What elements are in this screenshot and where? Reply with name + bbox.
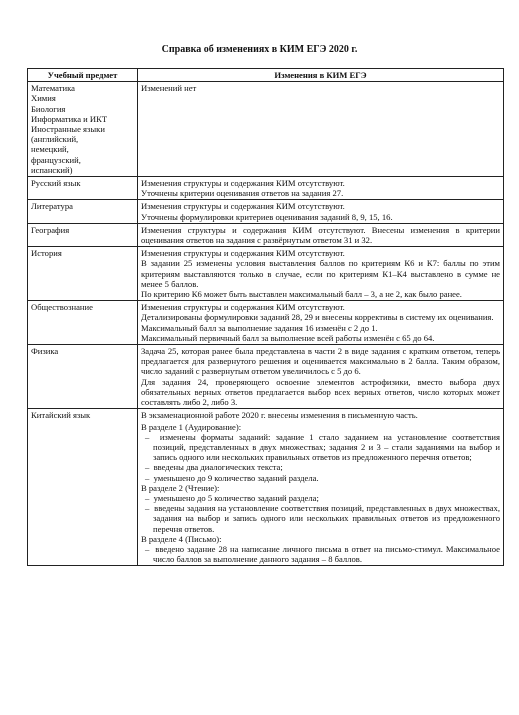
subject-name: Китайский язык (31, 410, 91, 421)
change-text: В задании 25 изменены условия выставления баллов по критериям К6 и К7: баллы по этим критериям выставляются только в случае, если по критериям К1–К4 выставлено в сумме не менее 5 баллов. (141, 258, 500, 289)
document-title: Справка об изменениях в КИМ ЕГЭ 2020 г. (161, 44, 358, 55)
subject-name: Математика (31, 83, 75, 94)
bullet-item: – введено задание 28 на написание личного письма в ответ на письмо-стимул. Максимальное число баллов за выполнение данного задания – 8 баллов. (145, 543, 500, 565)
subject-cell (28, 223, 138, 246)
bullet-item: – уменьшено до 9 количество заданий раздела. (145, 472, 319, 483)
table-row (28, 223, 504, 246)
table-row (28, 345, 504, 409)
table-row (28, 247, 504, 301)
bullet-item: – введены задания на установление соответствия позиций, представленных в двух множествах, задания на выбор и запись одного или нескольких правильных ответов из предложенного перечня ответов. (145, 503, 500, 534)
subject-cell (28, 177, 138, 200)
changes-cell (138, 177, 504, 200)
subject-cell (28, 301, 138, 345)
changes-cell (138, 301, 504, 345)
changes-cell (138, 200, 504, 223)
subject-cell (28, 82, 138, 177)
change-text: Изменений нет (141, 83, 197, 94)
subject-name: французский, (31, 154, 81, 165)
change-text: Максимальный балл за выполнение задания 16 изменён с 2 до 1. (141, 322, 378, 333)
changes-cell (138, 247, 504, 301)
bullet-item: – изменены форматы заданий: задание 1 стало заданием на установление соответствия позиций, представленных в двух множествах; задания 2 и 3 – стали заданиями на выбор и запись одного или нескольких правильных ответов из предложенного перечня ответов; (145, 431, 500, 463)
section-heading: В разделе 2 (Чтение): (141, 482, 220, 493)
subject-name: Информатика и ИКТ (31, 113, 108, 124)
subject-name: Русский язык (31, 178, 81, 189)
table-row (28, 200, 504, 223)
change-text: Уточнены формулировки критериев оценивания заданий 8, 9, 15, 16. (141, 211, 393, 222)
bullet-item: – уменьшено до 5 количество заданий раздела; (145, 492, 319, 503)
subject-name: Литература (31, 201, 73, 212)
table-row (28, 177, 504, 200)
changes-cell (138, 223, 504, 246)
subject-name: География (31, 224, 70, 235)
change-text: Максимальный первичный балл за выполнение всей работы изменён с 65 до 64. (141, 332, 435, 343)
changes-table (27, 68, 504, 566)
bullet-item: – введены два диалогических текста; (145, 462, 283, 473)
subject-name: Иностранные языки (31, 124, 105, 135)
table-header-row (28, 69, 504, 82)
table-row (28, 409, 504, 566)
change-text: Для задания 24, проверяющего освоение элементов астрофизики, вместо выбора двух обязательных верных ответов предлагается выбор всех верных ответов, число которых может составлять либо 2, либо 3. (141, 376, 500, 408)
change-text: Детализированы формулировки заданий 28, 29 и внесены коррективы в систему их оценивания. (141, 312, 494, 323)
subject-cell (28, 409, 138, 566)
subject-cell (28, 200, 138, 223)
change-text: По критерию К6 может быть выставлен максимальный балл – 3, а не 2, как было ранее. (141, 289, 462, 300)
change-intro: В экзаменационной работе 2020 г. внесены изменения в письменную часть. (141, 410, 418, 421)
subject-name: Биология (31, 103, 66, 114)
changes-cell (138, 82, 504, 177)
subject-name: (английский, (31, 134, 79, 145)
table-body (28, 82, 504, 566)
change-text: Уточнены критерии оценивания ответов на задания 27. (141, 188, 344, 199)
change-text: Изменения структуры и содержания КИМ отсутствуют. (141, 201, 345, 212)
change-text: Изменения структуры и содержания КИМ отсутствуют. Внесены изменения в критерии оценивания ответов на задания с развёрнутым ответом 31 и 32. (141, 224, 500, 246)
subject-name: испанский) (31, 164, 73, 175)
subject-cell (28, 345, 138, 409)
section-heading: В разделе 4 (Письмо): (141, 533, 222, 544)
change-text: Задача 25, которая ранее была представлена в части 2 в виде задания с кратким ответом, теперь предлагается для развернутого решения и оценивается максимально в 2 балла. Таким образом, число заданий с развернутым ответом увеличилось с 5 до 6. (141, 346, 500, 377)
subject-name: Обществознание (31, 302, 93, 313)
subject-name: Химия (31, 93, 56, 104)
subject-cell (28, 247, 138, 301)
subject-name: немецкий, (31, 144, 69, 155)
header-changes: Изменения в КИМ ЕГЭ (138, 69, 504, 82)
change-text: Изменения структуры и содержания КИМ отсутствуют. (141, 248, 345, 259)
section-heading: В разделе 1 (Аудирование): (141, 421, 242, 432)
changes-cell (138, 345, 504, 409)
subject-name: Физика (31, 346, 59, 357)
changes-cell (138, 409, 504, 566)
table-row (28, 82, 504, 177)
change-text: Изменения структуры и содержания КИМ отсутствуют. (141, 178, 345, 189)
change-text: Изменения структуры и содержания КИМ отсутствуют. (141, 302, 345, 313)
header-subject: Учебный предмет (28, 69, 138, 82)
subject-name: История (31, 248, 62, 259)
table-row (28, 301, 504, 345)
